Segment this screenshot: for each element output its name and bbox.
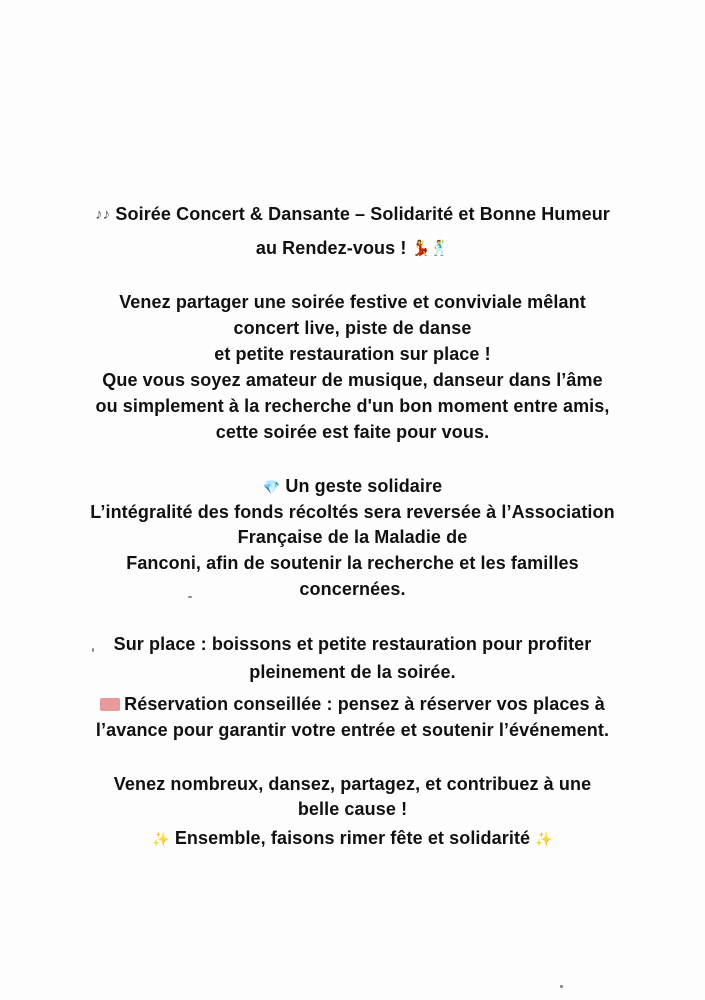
dancer-icon: 💃 xyxy=(411,240,431,258)
reservation-line-1 xyxy=(0,692,705,716)
intro-line-1: Venez partager une soirée festive et conviviale mêlant xyxy=(119,292,586,312)
reservation-text-1: Réservation conseillée : pensez à réserver vos places à xyxy=(124,694,605,714)
solidarity-line-4: concernées. xyxy=(299,579,406,599)
closing-line-2: belle cause ! xyxy=(297,799,408,819)
intro-line-3: et petite restauration sur place ! xyxy=(214,344,491,364)
scan-speck xyxy=(560,985,563,988)
intro-line-2: concert live, piste de danse xyxy=(233,318,472,338)
ticket-icon xyxy=(100,698,120,711)
intro-line-4: Que vous soyez amateur de musique, danseur dans l’âme xyxy=(102,370,603,390)
solidarity-heading-text: Un geste solidaire xyxy=(285,476,443,496)
intro-line-6: cette soirée est faite pour vous. xyxy=(215,422,490,442)
closing-line-1: Venez nombreux, dansez, partagez, et contribuez à une xyxy=(113,774,592,794)
sparkles-icon: ✨ xyxy=(152,831,170,848)
title-text-1: Soirée Concert & Dansante – Solidarité et Bonne Humeur xyxy=(115,204,610,224)
musical-notes-icon: ♪♪ xyxy=(95,206,111,224)
onsite-line-2: pleinement de la soirée. xyxy=(249,662,456,682)
closing-text-3: Ensemble, faisons rimer fête et solidarité xyxy=(174,828,531,848)
onsite-line-1: Sur place : boissons et petite restauration pour profiter xyxy=(113,634,592,654)
solidarity-line-1: L’intégralité des fonds récoltés sera reversée à l’Association xyxy=(90,502,615,522)
scan-speck xyxy=(188,596,192,598)
dancer-icon: 🕺 xyxy=(430,240,450,258)
title-line-2 xyxy=(0,236,705,261)
solidarity-line-3: Fanconi, afin de soutenir la recherche et les familles xyxy=(126,553,579,573)
closing-line-3 xyxy=(0,826,705,851)
gem-heart-icon: 💎 xyxy=(262,479,281,496)
title-line-1 xyxy=(0,202,705,227)
intro-line-5: ou simplement à la recherche d'un bon moment entre amis, xyxy=(95,396,610,416)
sparkles-icon: ✨ xyxy=(535,831,553,848)
title-text-2: au Rendez-vous ! xyxy=(255,238,407,258)
reservation-line-2: l’avance pour garantir votre entrée et soutenir l’événement. xyxy=(95,720,610,740)
solidarity-line-2: Française de la Maladie de xyxy=(237,527,468,547)
scan-speck xyxy=(92,648,94,652)
solidarity-heading xyxy=(0,474,705,499)
